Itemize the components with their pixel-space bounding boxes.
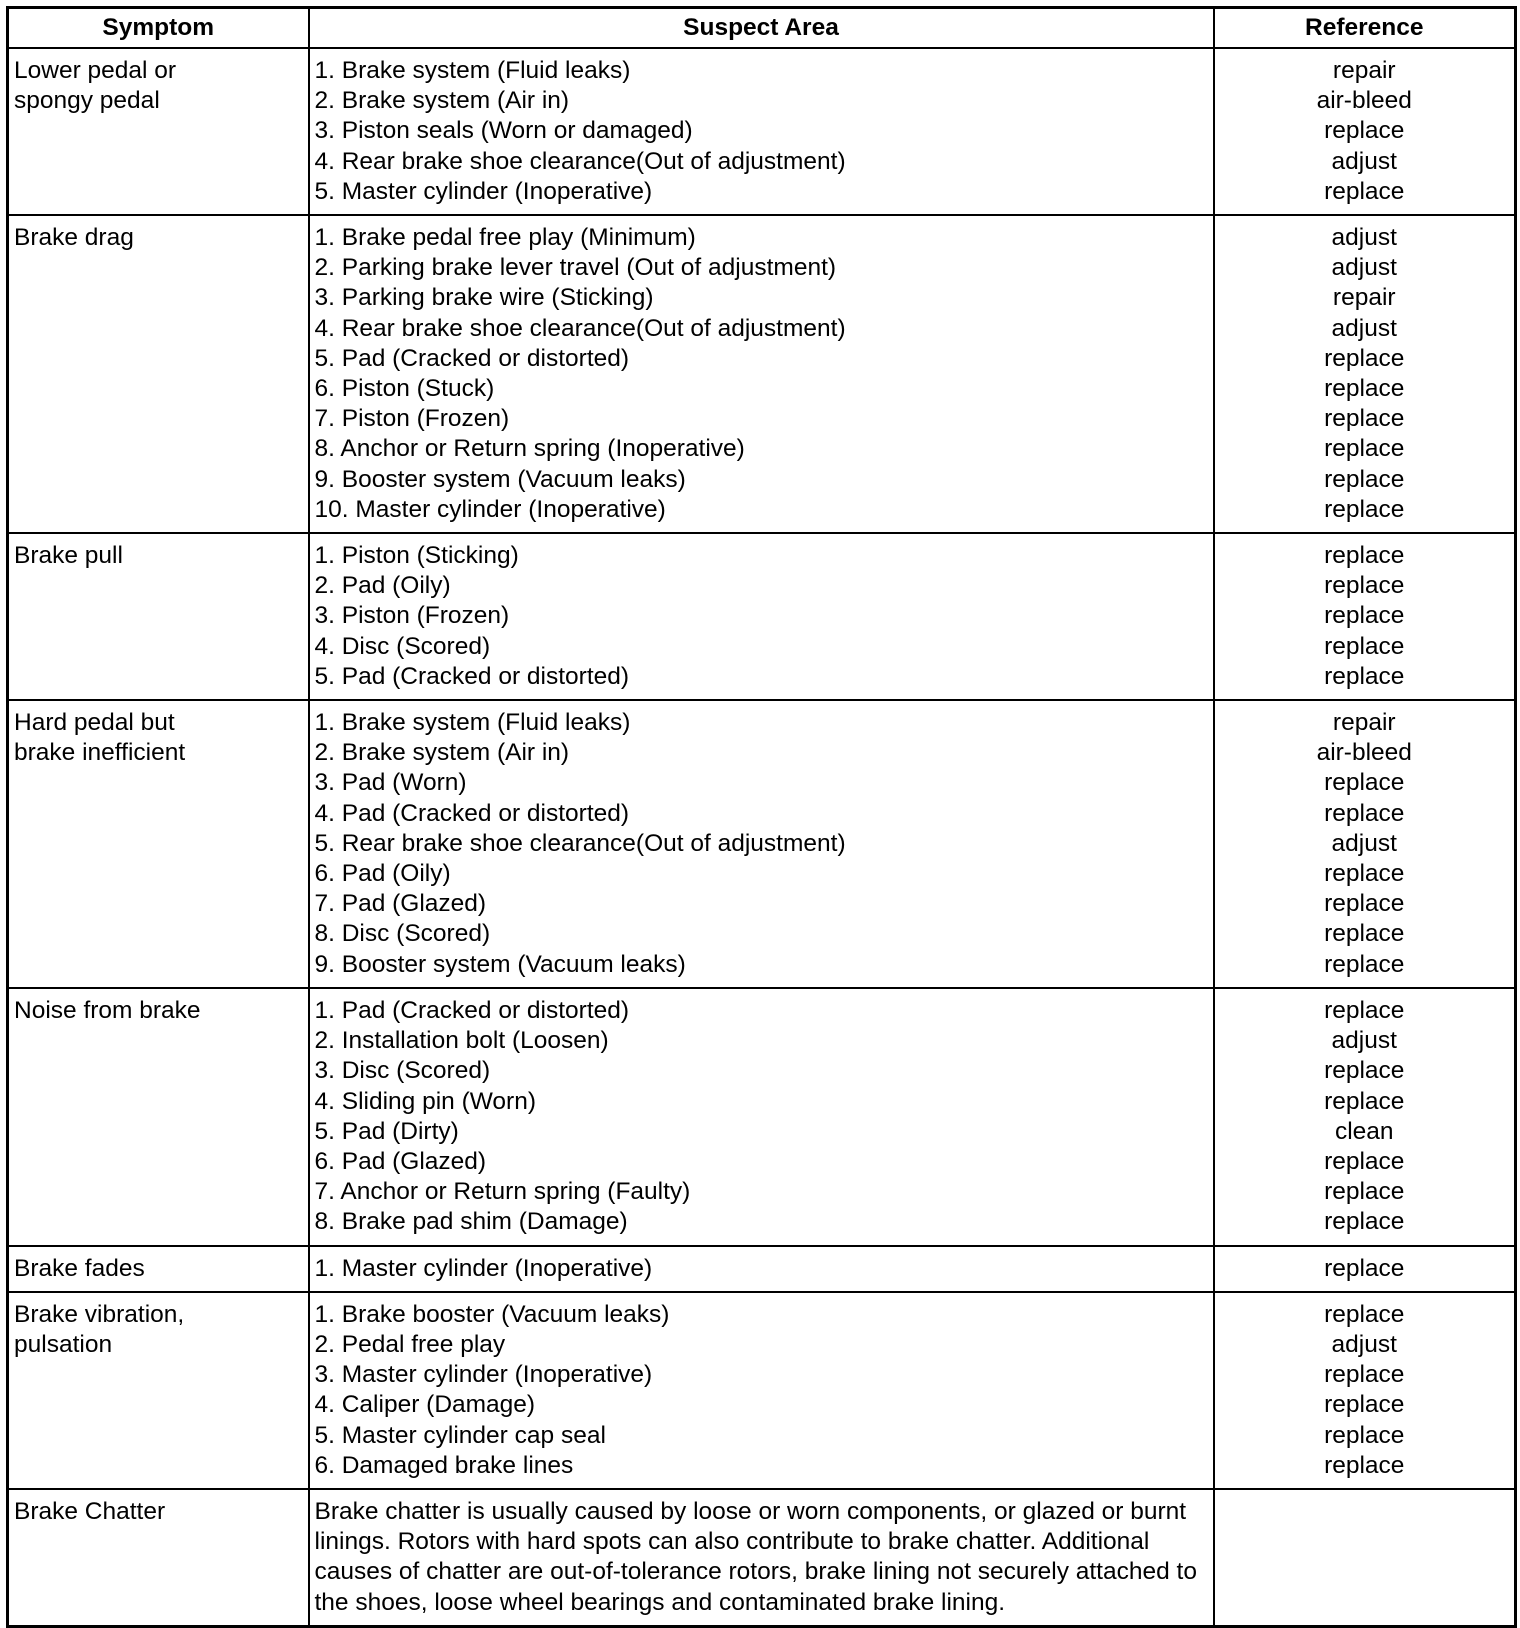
symptom-cell — [8, 700, 309, 988]
reference-cell — [1214, 700, 1516, 988]
reference-action: replace — [1324, 1421, 1405, 1449]
reference-action: replace — [1324, 662, 1405, 690]
troubleshooting-sheet — [6, 6, 1514, 1628]
suspect-area-item: 5. Pad (Dirty) — [314, 1117, 459, 1145]
reference-action: replace — [1324, 1451, 1405, 1479]
symptom-cell — [8, 988, 309, 1246]
suspect-area-item: 3. Disc (Scored) — [314, 1057, 491, 1085]
suspect-area-item: 3. Piston (Frozen) — [314, 602, 510, 630]
suspect-area-item: 5. Pad (Cracked or distorted) — [314, 344, 630, 372]
suspect-area-item: 3. Master cylinder (Inoperative) — [314, 1361, 653, 1389]
symptom-text: Lower pedal or — [14, 57, 177, 84]
reference-action: repair — [1332, 57, 1396, 84]
suspect-area-item: 2. Pedal free play — [314, 1330, 506, 1358]
suspect-area-item: 8. Anchor or Return spring (Inoperative) — [314, 435, 745, 463]
symptom-cell — [8, 533, 309, 700]
suspect-area-item: 9. Booster system (Vacuum leaks) — [314, 950, 686, 978]
symptom-text: Hard pedal but — [14, 709, 175, 737]
header-symptom: Symptom — [8, 8, 309, 49]
table-row — [8, 48, 1516, 215]
suspect-area-item: 1. Brake system (Fluid leaks) — [314, 57, 631, 84]
reference-action: replace — [1324, 435, 1405, 463]
reference-action: replace — [1324, 1254, 1405, 1282]
suspect-area-item: 1. Brake system (Fluid leaks) — [314, 709, 631, 737]
reference-action: replace — [1324, 1147, 1405, 1175]
suspect-area-item: 2. Installation bolt (Loosen) — [314, 1027, 609, 1055]
symptom-text: Brake pull — [14, 542, 123, 570]
suspect-area-item: 2. Brake system (Air in) — [314, 87, 570, 115]
table-row — [8, 1489, 1516, 1626]
reference-action: replace — [1324, 602, 1405, 630]
suspect-area-item: 6. Piston (Stuck) — [314, 375, 495, 403]
reference-action: air-bleed — [1316, 87, 1412, 115]
reference-action: adjust — [1331, 314, 1397, 342]
suspect-area-cell — [309, 1489, 1214, 1626]
suspect-area-item: 5. Master cylinder (Inoperative) — [314, 177, 653, 205]
suspect-area-cell — [309, 700, 1214, 988]
reference-action: adjust — [1331, 1027, 1397, 1055]
reference-action: adjust — [1331, 224, 1397, 252]
reference-action: replace — [1324, 950, 1405, 978]
suspect-area-cell — [309, 1292, 1214, 1489]
reference-action: replace — [1324, 996, 1405, 1024]
suspect-area-item: 9. Booster system (Vacuum leaks) — [314, 465, 686, 493]
suspect-area-cell — [309, 48, 1214, 215]
reference-action: replace — [1324, 1391, 1405, 1419]
suspect-area-item: 2. Brake system (Air in) — [314, 739, 570, 767]
reference-action: replace — [1324, 375, 1405, 403]
suspect-area-item: 7. Pad (Glazed) — [314, 890, 487, 918]
suspect-area-item: 5. Rear brake shoe clearance(Out of adjustment) — [314, 829, 846, 857]
reference-action: air-bleed — [1316, 739, 1412, 767]
suspect-area-item: 2. Pad (Oily) — [314, 572, 451, 600]
symptom-text: spongy pedal — [14, 87, 160, 115]
reference-action: replace — [1324, 465, 1405, 493]
suspect-area-item: 5. Master cylinder cap seal — [314, 1421, 606, 1449]
symptom-text: Brake vibration, — [14, 1300, 185, 1328]
reference-action: adjust — [1331, 829, 1397, 857]
reference-cell — [1214, 988, 1516, 1246]
reference-action: repair — [1332, 709, 1396, 737]
suspect-area-item: 3. Piston seals (Worn or damaged) — [314, 117, 693, 145]
symptom-cell — [8, 1489, 309, 1626]
table-body — [8, 48, 1516, 1626]
header-reference: Reference — [1214, 8, 1516, 49]
header-suspect-area: Suspect Area — [309, 8, 1214, 49]
reference-action: replace — [1324, 117, 1405, 145]
suspect-area-item: 7. Piston (Frozen) — [314, 405, 510, 433]
symptom-text: Brake fades — [14, 1254, 145, 1282]
suspect-area-item: 5. Pad (Cracked or distorted) — [314, 662, 630, 690]
reference-action: replace — [1324, 542, 1405, 570]
table-row — [8, 215, 1516, 533]
reference-action: replace — [1324, 799, 1405, 827]
suspect-area-paragraph: Brake chatter is usually caused by loose or worn components, or glazed or burnt linings. Rotors with hard spots can also contribute to brake chatter. Additional causes of chatter are out-of-tolerance rotors, brake lining not securely attached to the shoes, loose wheel bearings and contaminated brake lining. — [314, 1497, 1197, 1616]
reference-action: replace — [1324, 632, 1405, 660]
suspect-area-item: 1. Piston (Sticking) — [314, 542, 519, 570]
suspect-area-cell — [309, 215, 1214, 533]
symptom-text: pulsation — [14, 1330, 113, 1358]
brake-troubleshooting-table — [6, 6, 1517, 1628]
reference-action: replace — [1324, 890, 1405, 918]
table-row — [8, 988, 1516, 1246]
suspect-area-item: 8. Brake pad shim (Damage) — [314, 1208, 628, 1236]
reference-action: replace — [1324, 1087, 1405, 1115]
reference-action: replace — [1324, 495, 1405, 523]
symptom-text: brake inefficient — [14, 739, 186, 767]
suspect-area-cell — [309, 1246, 1214, 1292]
reference-action: replace — [1324, 1057, 1405, 1085]
reference-action: replace — [1324, 405, 1405, 433]
reference-action: replace — [1324, 769, 1405, 797]
reference-cell — [1214, 215, 1516, 533]
suspect-area-item: 1. Master cylinder (Inoperative) — [314, 1254, 653, 1282]
reference-action: replace — [1324, 1178, 1405, 1206]
reference-action: replace — [1324, 1300, 1405, 1328]
suspect-area-item: 4. Rear brake shoe clearance(Out of adjustment) — [314, 147, 846, 175]
reference-action: replace — [1324, 1208, 1405, 1236]
reference-cell — [1214, 533, 1516, 700]
suspect-area-item: 4. Rear brake shoe clearance(Out of adjustment) — [314, 314, 846, 342]
suspect-area-item: 6. Pad (Glazed) — [314, 1147, 487, 1175]
suspect-area-item: 4. Disc (Scored) — [314, 632, 491, 660]
reference-action: adjust — [1331, 1330, 1397, 1358]
suspect-area-item: 2. Parking brake lever travel (Out of adjustment) — [314, 254, 837, 282]
table-row — [8, 700, 1516, 988]
reference-cell — [1214, 1292, 1516, 1489]
reference-action: replace — [1324, 572, 1405, 600]
reference-cell — [1214, 48, 1516, 215]
symptom-text: Noise from brake — [14, 996, 201, 1024]
suspect-area-item: 4. Pad (Cracked or distorted) — [314, 799, 630, 827]
symptom-text: Brake Chatter — [14, 1497, 166, 1525]
reference-action: clean — [1334, 1117, 1394, 1145]
suspect-area-item: 1. Brake pedal free play (Minimum) — [314, 224, 696, 252]
symptom-cell — [8, 215, 309, 533]
reference-action: replace — [1324, 860, 1405, 888]
suspect-area-cell — [309, 533, 1214, 700]
reference-cell — [1214, 1246, 1516, 1292]
reference-action: replace — [1324, 920, 1405, 948]
suspect-area-item: 6. Pad (Oily) — [314, 860, 451, 888]
suspect-area-item: 8. Disc (Scored) — [314, 920, 491, 948]
suspect-area-item: 4. Sliding pin (Worn) — [314, 1087, 537, 1115]
suspect-area-item: 3. Parking brake wire (Sticking) — [314, 284, 654, 312]
suspect-area-item: 10. Master cylinder (Inoperative) — [314, 495, 666, 523]
reference-action: replace — [1324, 344, 1405, 372]
symptom-cell — [8, 1292, 309, 1489]
reference-action: replace — [1324, 177, 1405, 205]
reference-action: replace — [1324, 1361, 1405, 1389]
symptom-cell — [8, 48, 309, 215]
reference-cell — [1214, 1489, 1516, 1626]
reference-action: repair — [1332, 284, 1396, 312]
suspect-area-item: 6. Damaged brake lines — [314, 1451, 574, 1479]
reference-action: adjust — [1331, 147, 1397, 175]
suspect-area-item: 1. Pad (Cracked or distorted) — [314, 996, 630, 1024]
suspect-area-item: 4. Caliper (Damage) — [314, 1391, 536, 1419]
table-row — [8, 533, 1516, 700]
symptom-cell — [8, 1246, 309, 1292]
reference-action: adjust — [1331, 254, 1397, 282]
header-row — [8, 8, 1516, 49]
suspect-area-item: 7. Anchor or Return spring (Faulty) — [314, 1178, 691, 1206]
table-row — [8, 1292, 1516, 1489]
symptom-text: Brake drag — [14, 224, 134, 252]
suspect-area-cell — [309, 988, 1214, 1246]
suspect-area-item: 3. Pad (Worn) — [314, 769, 467, 797]
table-row — [8, 1246, 1516, 1292]
suspect-area-item: 1. Brake booster (Vacuum leaks) — [314, 1300, 670, 1328]
